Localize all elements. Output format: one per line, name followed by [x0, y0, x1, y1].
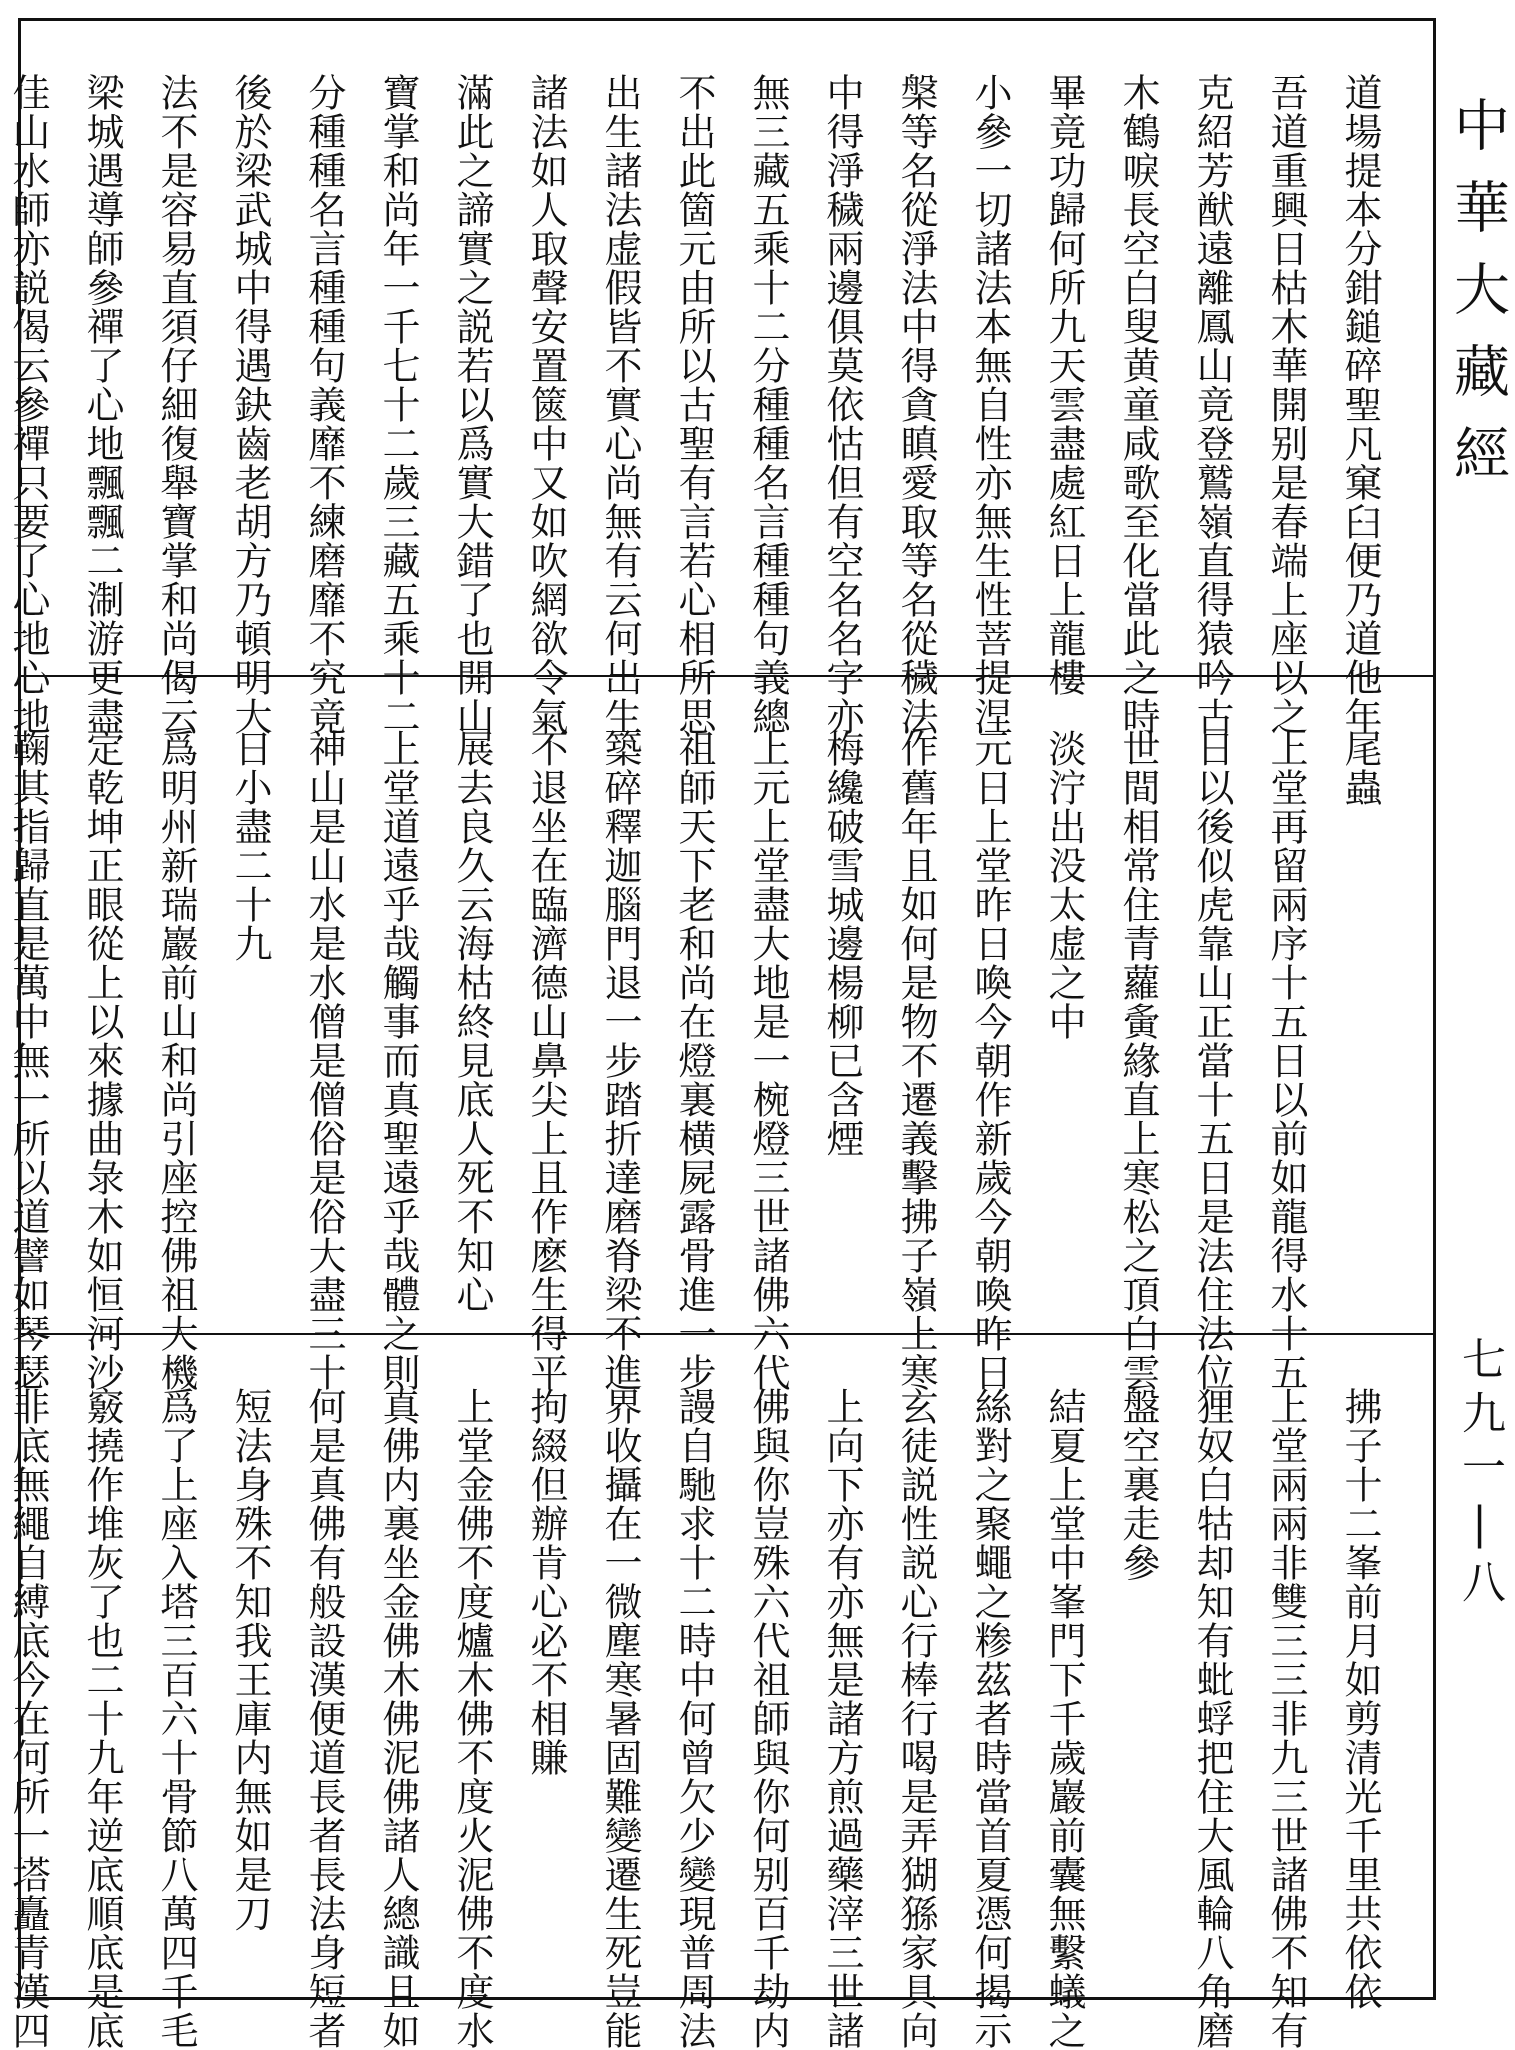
text-column: 上堂道遠乎哉觸事而真聖遠乎哉體之則: [376, 729, 420, 1392]
column-group: [0, 729, 1391, 1392]
text-column: 展去良久云海枯終見底人死不知心: [450, 729, 494, 1314]
text-column: 滿此之諦實之説若以爲實大錯了也開山: [450, 73, 494, 736]
text-column: 日小盡二十九: [228, 729, 272, 963]
text-column: 淡泞出没太虚之中: [1042, 729, 1086, 1041]
text-column: 界收攝在一微塵寒暑固難變遷生死豈能: [598, 1387, 642, 2050]
text-column: 竅撓作堆灰了也二十九年逆底順底是底: [80, 1387, 124, 2050]
text-column: 吾道重興日枯木華開别是春端上座以之: [1264, 73, 1308, 736]
text-column: 築碎釋迦腦門退一步踏折達磨脊梁不進: [598, 729, 642, 1392]
text-column: 佳山水師亦説偈云參禪只要了心地心地: [6, 73, 50, 736]
text-column: 狸奴白牯却知有蚍蜉把住大風輪八角磨: [1190, 1387, 1234, 2050]
text-column: 不出此箇元由所以古聖有言若心相所思: [672, 73, 716, 736]
column-group: [0, 73, 1391, 736]
text-column: 無三藏五乘十二分種種名言種種句義總: [746, 73, 790, 736]
text-column: 不退坐在臨濟德山鼻尖上且作麽生得平: [524, 729, 568, 1392]
text-column: 克紹芳猷遠離鳳山竟登鷲嶺直得猿吟古: [1190, 73, 1234, 736]
text-column: 諸法如人取聲安置篋中又如吹網欲令氣: [524, 73, 568, 736]
text-column: 世間相常住青蘿夤緣直上寒松之頂白雲: [1116, 729, 1160, 1392]
text-column: 真佛内裏坐金佛木佛泥佛諸人總識且如: [376, 1387, 420, 2050]
text-column: 元日上堂昨日喚今朝作新歲今朝喚昨日: [968, 729, 1012, 1392]
text-column: 槃等名從淨法中得貪瞋愛取等名從穢法: [894, 73, 938, 736]
text-column: 定乾坤正眼從上以來據曲彔木如恒河沙: [80, 729, 124, 1392]
text-column: 拂子十二峯前月如剪清光千里共依依: [1338, 1387, 1382, 2011]
text-column: 短法身殊不知我王庫内無如是刀: [228, 1387, 272, 1933]
text-column: 梅纔破雪城邊楊柳已含煙: [820, 729, 864, 1158]
text-column: 爲了上座入塔三百六十骨節八萬四千毛: [154, 1387, 198, 2050]
text-column: 鞠其指歸直是萬中無一所以道譬如琴瑟: [6, 729, 50, 1392]
text-column: 上堂兩兩非雙三三非九三世諸佛不知有: [1264, 1387, 1308, 2050]
text-panel-bottom: [6, 1335, 1433, 2050]
collection-title: 中華大藏經: [1445, 96, 1510, 506]
text-column: 作舊年且如何是物不遷義擊拂子嶺上寒: [894, 729, 938, 1392]
text-column: 寶掌和尚年一千七十二歲三藏五乘十二: [376, 73, 420, 736]
text-column: 小參一切諸法本無自性亦無生性菩提涅: [968, 73, 1012, 736]
text-column: 法不是容易直須仔細復舉寶掌和尚偈云: [154, 73, 198, 736]
text-column: 盤空裏走參: [1116, 1387, 1160, 1582]
text-column: 玄徒説性説心行棒行喝是弄猢猻家具向: [894, 1387, 938, 2050]
text-column: 中得淨穢兩邊俱莫依怙但有空名名字亦: [820, 73, 864, 736]
text-column: 何是真佛有般設漢便道長者長法身短者: [302, 1387, 346, 2050]
text-column: 出生諸法虚假皆不實心尚無有云何出生: [598, 73, 642, 736]
text-column: 分種種名言種種句義靡不練磨靡不究竟: [302, 73, 346, 736]
text-column: 上元上堂盡大地是一椀燈三世諸佛六代: [746, 729, 790, 1392]
text-column: 非底無繩自縛底今在何所一塔矗青漢四: [6, 1387, 50, 2050]
text-column: 祖師天下老和尚在燈裏横屍露骨進一步: [672, 729, 716, 1392]
text-column: 上堂金佛不度爐木佛不度火泥佛不度水: [450, 1387, 494, 2050]
text-column: 木鶴唳長空白叟黄童咸歌至化當此之時: [1116, 73, 1160, 736]
text-column: 絲對之聚蠅之糁茲者時當首夏憑何揭示: [968, 1387, 1012, 2050]
text-column: 拘綴但辦肯心必不相賺: [524, 1387, 568, 1777]
text-panel-top: [6, 21, 1433, 736]
column-group: [0, 1387, 1391, 2050]
page-frame: [6, 18, 1436, 2050]
text-column: 畢竟功歸何所九天雲盡處紅日上龍樓: [1042, 73, 1086, 697]
text-column: 尾蟲: [1338, 729, 1382, 807]
text-column: 上向下亦有亦無是諸方煎過藥滓三世諸: [820, 1387, 864, 2050]
text-column: 神山是山水是水僧是僧俗是俗大盡三十: [302, 729, 346, 1392]
text-column: 梁城遇導師參禪了心地飄飄二淛游更盡: [80, 73, 124, 736]
text-column: 上堂再留兩序十五日以前如龍得水十五: [1264, 729, 1308, 1392]
text-column: 謾自馳求十二時中何曾欠少變現普周法: [672, 1387, 716, 2050]
text-column: 爲明州新瑞巖前山和尚引座控佛祖大機: [154, 729, 198, 1392]
page-number: 七九一|八: [1454, 1336, 1505, 1613]
text-column: 後於梁武城中得遇鈌齒老胡方乃頓明大: [228, 73, 272, 736]
text-column: 結夏上堂中峯門下千歲巖前囊無繫蟻之: [1042, 1387, 1086, 2050]
text-column: 佛與你豈殊六代祖師與你何别百千劫内: [746, 1387, 790, 2050]
text-column: 道場提本分鉗鎚碎聖凡窠臼便乃道他年: [1338, 73, 1382, 736]
text-column: 日以後似虎靠山正當十五日是法住法位: [1190, 729, 1234, 1392]
text-panel-middle: [6, 677, 1433, 1392]
